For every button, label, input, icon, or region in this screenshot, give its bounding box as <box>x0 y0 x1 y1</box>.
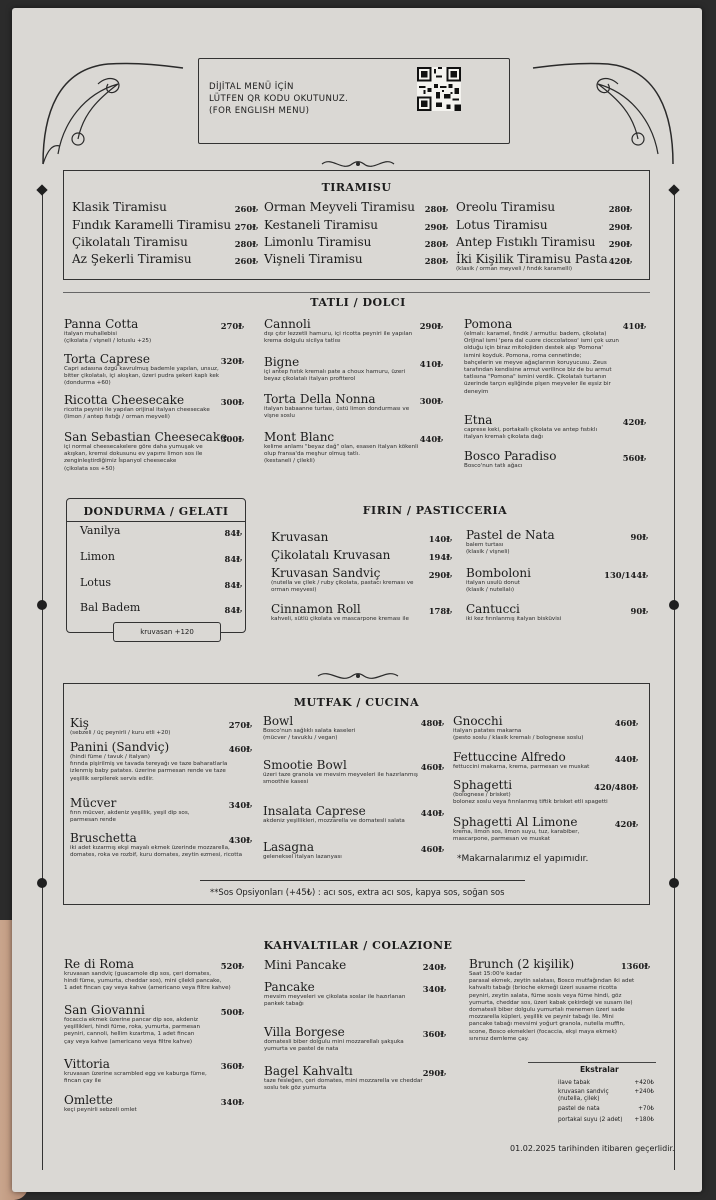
menu-item-description: kelime anlamı "beyaz dağ" olan, esasen italyan kökenli olup fransa'da meşhur olmuş tatlı. (kestaneli / çilekli) <box>264 444 419 465</box>
menu-item-name: Fettuccine Alfredo <box>453 750 566 764</box>
menu-item-price: 280₺ <box>608 204 632 214</box>
menu-item-description: balem turtası (klasik / vişneli) <box>466 542 510 556</box>
right-frame-line <box>674 190 675 1170</box>
menu-item-price: 260₺ <box>234 256 258 266</box>
extra-item-price: +420₺ <box>634 1080 654 1086</box>
menu-item-name: Pastel de Nata <box>466 528 555 542</box>
menu-item-name: Smootie Bowl <box>263 758 347 772</box>
menu-item-price: 84₺ <box>224 605 242 615</box>
dot-ornament <box>37 878 47 888</box>
menu-item-price: 340₺ <box>220 1097 244 1107</box>
menu-item-price: 280₺ <box>424 256 448 266</box>
menu-item-name: Fındık Karamelli Tiramisu <box>72 218 232 232</box>
menu-item-price: 84₺ <box>224 554 242 564</box>
menu-item-price: 500₺ <box>220 1007 244 1017</box>
menu-item-price: 360₺ <box>422 1029 446 1039</box>
extra-item-name: portakal suyu (2 adet) <box>558 1117 623 1123</box>
menu-item-description: italyan babaanne turtası, üstü limon dondurması ve vişne soslu <box>264 406 410 420</box>
menu-item-description: Bosco'nun tatlı ağacı <box>464 463 523 469</box>
section-title: TATLI / DOLCI <box>310 296 406 309</box>
menu-item-name: Mücver <box>70 796 117 810</box>
menu-item-name: Orman Meyveli Tiramisu <box>264 200 416 214</box>
menu-item-description: taze fesleğen, çeri domates, mini mozzarella ve cheddar soslu tek göz yumurta <box>264 1078 423 1092</box>
dot-ornament <box>37 600 47 610</box>
menu-item <box>456 218 548 232</box>
menu-item-description: keçi peynirli sebzeli omlet <box>64 1107 137 1113</box>
menu-item <box>72 252 192 266</box>
dot-ornament <box>669 878 679 888</box>
menu-item-price: 290₺ <box>608 239 632 249</box>
menu-item-description: italyan usulü donut (klasik / nutellalı) <box>466 580 520 594</box>
menu-item-price: 480₺ <box>420 718 444 728</box>
menu-item-name: Kruvasan Sandviç <box>271 566 381 580</box>
menu-item-price: 1360₺ <box>620 961 650 971</box>
menu-item-price: 420₺ <box>614 819 638 829</box>
menu-item-name: Bowl <box>263 714 294 728</box>
menu-item-name: Klasik Tiramisu <box>72 200 167 214</box>
menu-item-name: Re di Roma <box>64 957 135 971</box>
menu-item-description: kruvasan sandviç (guacamole dip sos, çeri domates, hindi füme, yumurta, cheddar sos), mini çilekli pancake, 1 adet fincan çay veya kahve (americano veya filtre kahve) <box>64 971 231 992</box>
menu-item-description: ricotta peyniri ile yapılan orijinal italyan cheesecake (limon / antep fıstığı / orman meyveli) <box>64 407 210 421</box>
menu-item-description: fettuccini makarna, krema, parmesan ve muskat <box>453 764 590 770</box>
left-frame-line <box>42 190 43 1170</box>
menu-item-price: 194₺ <box>428 552 452 562</box>
menu-item-price: 420₺ <box>608 256 632 266</box>
menu-item-name: Bagel Kahvaltı <box>264 1064 353 1078</box>
menu-item-price: 410₺ <box>622 321 646 331</box>
menu-item-name: Kestaneli Tiramisu <box>264 218 379 232</box>
qr-line-2: LÜTFEN QR KODU OKUTUNUZ. <box>209 94 349 104</box>
menu-item-price: 290₺ <box>422 1068 446 1078</box>
menu-item <box>456 235 595 249</box>
menu-item-name: Az Şekerli Tiramisu <box>72 252 192 266</box>
menu-item-price: 440₺ <box>419 434 443 444</box>
menu-item-price: 178₺ <box>428 606 452 616</box>
menu-item-name: Omlette <box>64 1093 113 1107</box>
menu-item-name: Mini Pancake <box>264 958 347 972</box>
menu-item-description: Capri adasına özgü kavrulmuş bademle yapılan, unsuz, bitter çikolatalı, içi akışkan, üzeri pudra şekeri kaplı kek (dondurma +60) <box>64 366 220 387</box>
menu-item-description: içi normal cheesecakelere göre daha yumuşak ve akışkan, kremsi dokusunu ev yapımı limon sos ile zenginleştirdiğimiz İspanyol cheesecake (çikolata sos +50) <box>64 444 203 472</box>
menu-item-price: 280₺ <box>424 239 448 249</box>
menu-item-description: iki kez fırınlanmış italyan bisküvisi <box>466 616 562 622</box>
menu-item-name: Kruvasan <box>271 530 329 544</box>
menu-item <box>464 317 649 396</box>
menu-item-price: 340₺ <box>422 984 446 994</box>
menu-item-description: focaccia ekmek üzerine pancar dip sos, akdeniz yeşillikleri, hindi füme, roka, yumurta, parmesan peyniri, cannoli, hellim kızartma, 1 adet fincan çay veya kahve (americano veya filtre kahve) <box>64 1017 201 1045</box>
menu-item-price: 300₺ <box>419 396 443 406</box>
menu-item-name: Kiş <box>70 716 89 730</box>
menu-item-price: 300₺ <box>220 434 244 444</box>
menu-item-price: 360₺ <box>220 1061 244 1071</box>
menu-item-description: krema, limon sos, limon suyu, tuz, karabiber, mascarpone, parmesan ve muskat <box>453 829 580 843</box>
menu-item-price: 300₺ <box>220 397 244 407</box>
menu-item-name: Panna Cotta <box>64 317 139 331</box>
section-title: KAHVALTILAR / COLAZIONE <box>263 939 453 952</box>
menu-item-description: fırın mücver, akdeniz yeşillik, yeşil dip sos, parmesan rende <box>70 810 190 824</box>
menu-item <box>264 980 449 1008</box>
menu-item-name: Lasagna <box>263 840 314 854</box>
flourish-divider-icon <box>316 668 400 684</box>
qr-line-1: DİJİTAL MENÜ İÇİN <box>209 82 294 92</box>
menu-item-name: Mont Blanc <box>264 430 335 444</box>
menu-item-name: Cantucci <box>466 602 520 616</box>
menu-item-name: Pomona <box>464 317 513 331</box>
extra-item-price: +70₺ <box>638 1106 654 1112</box>
menu-item-price: 440₺ <box>614 754 638 764</box>
menu-item-name: San Sebastian Cheesecake <box>64 430 228 444</box>
flourish-top-left-icon <box>38 54 188 174</box>
menu-item <box>264 958 346 972</box>
menu-item-name: Lotus Tiramisu <box>456 218 548 232</box>
menu-item-description: (sebzeli / üç peynirli / kuru etli +20) <box>70 730 171 736</box>
menu-item <box>456 200 555 214</box>
menu-item-description: (bolognese / brisket) bolonez soslu veya fırınlanmış tiftik brisket etli spagetti <box>453 792 608 806</box>
menu-item-price: 460₺ <box>228 744 252 754</box>
menu-item-price: 140₺ <box>428 534 452 544</box>
menu-item-description: dışı çıtır lezzetli hamuru, içi ricotta peyniri ile yapılan krema dolgulu sicilya tatlısı <box>264 331 413 345</box>
menu-item <box>80 601 140 614</box>
menu-item-name: Antep Fıstıklı Tiramisu <box>456 235 596 249</box>
menu-item <box>271 530 328 544</box>
menu-item-description: geleneksel italyan lazanyası <box>263 854 342 860</box>
menu-item-price: 290₺ <box>608 222 632 232</box>
menu-item-name: Lotus <box>80 576 112 589</box>
menu-item-price: 290₺ <box>424 222 448 232</box>
qr-instructions <box>209 81 348 117</box>
menu-item-description: üzeri taze granola ve mevsim meyveleri ile hazırlanmış smoothie kasesi <box>263 772 418 786</box>
menu-item <box>464 449 649 470</box>
menu-item-name: Sphagetti <box>453 778 513 792</box>
menu-item <box>72 235 188 249</box>
extra-item-price: +240₺ <box>634 1089 654 1095</box>
menu-item-name: Brunch (2 kişilik) <box>469 957 575 971</box>
menu-item <box>466 528 651 556</box>
menu-item-name: Bigne <box>264 355 300 369</box>
extra-item-price: +180₺ <box>634 1117 654 1123</box>
menu-item-price: 420/480₺ <box>594 782 638 792</box>
menu-item <box>466 602 651 623</box>
menu-item-name: Bosco Paradiso <box>464 449 557 463</box>
menu-item-description: (klasik / orman meyveli / fındık karamelli) <box>456 266 573 272</box>
menu-item-price: 280₺ <box>234 239 258 249</box>
qr-code-icon[interactable] <box>417 67 461 111</box>
menu-item-name: İki Kişilik Tiramisu Pasta <box>456 252 608 266</box>
menu-item-price: 430₺ <box>228 835 252 845</box>
menu-item-description: domatesli biber dolgulu mini mozzarellalı şakşuka yumurta ve pastel de nata <box>264 1039 404 1053</box>
menu-item-description: (elmalı: karamel, fındık / armutlu: badem, çikolata) Orijinal ismi 'pera dal cuore cioccolatoso' ismi çok uzun olduğu için biraz mitolojiden destek alıp 'Pomona' ismini koyduk. Pomona, roma cennetinde; bahçelerin ve meyve ağaçlarının koruyucusu. Zeus tarafından kendisine armut verilince biz de bu armut tatlısına "Pomona" ismini verdik. Çikolatalı turtanın üzerinde tarçın eşliğinde pişen meyveler ile eşsiz bir deneyim <box>464 331 619 395</box>
menu-item <box>264 1025 449 1053</box>
validity-date: 01.02.2025 tarihinden itibaren geçerlidir. <box>510 1144 675 1153</box>
extra-item-name: kruvasan sandviç (nutella, çilek) <box>558 1089 609 1102</box>
menu-item <box>80 576 111 589</box>
section-title: MUTFAK / CUCINA <box>293 696 420 709</box>
menu-item-price: 460₺ <box>614 718 638 728</box>
menu-item-name: Ricotta Cheesecake <box>64 393 185 407</box>
menu-item-price: 420₺ <box>622 417 646 427</box>
extras-title: Ekstralar <box>580 1065 619 1074</box>
menu-item <box>464 413 649 441</box>
menu-item-name: Villa Borgese <box>264 1025 345 1039</box>
menu-item-name: Torta Della Nonna <box>264 392 376 406</box>
menu-item <box>72 218 231 232</box>
menu-item-price: 130/144₺ <box>604 570 648 580</box>
menu-item-name: Bruschetta <box>70 831 137 845</box>
menu-item-name: Torta Caprese <box>64 352 150 366</box>
menu-item-name: Sphagetti Al Limone <box>453 815 578 829</box>
menu-item <box>264 200 415 214</box>
menu-item <box>264 235 371 249</box>
section-title: TIRAMISU <box>321 181 392 194</box>
menu-item-price: 290₺ <box>428 570 452 580</box>
menu-item-price: 90₺ <box>630 606 648 616</box>
menu-item <box>264 1064 449 1092</box>
menu-item-name: Gnocchi <box>453 714 503 728</box>
menu-item-description: içi antep fıstık kremalı pate a choux hamuru, üzeri beyaz çikolatalı italyan profiterol <box>264 369 406 383</box>
menu-item-price: 320₺ <box>220 356 244 366</box>
menu-item-description: italyan patates makarna (pesto soslu / klasik kremalı / bolognese soslu) <box>453 728 584 742</box>
menu-item-price: 260₺ <box>234 204 258 214</box>
menu-item-price: 84₺ <box>224 528 242 538</box>
menu-item-price: 340₺ <box>228 800 252 810</box>
dot-ornament <box>669 600 679 610</box>
menu-item <box>72 200 167 214</box>
menu-item-price: 240₺ <box>422 962 446 972</box>
menu-item-name: Cannoli <box>264 317 311 331</box>
menu-item-price: 270₺ <box>234 222 258 232</box>
menu-item-name: Çikolatalı Tiramisu <box>72 235 188 249</box>
menu-item-price: 84₺ <box>224 580 242 590</box>
menu-item-name: Insalata Caprese <box>263 804 366 818</box>
makarna-note: *Makarnalarımız el yapımıdır. <box>457 854 589 864</box>
menu-item-description: kahveli, sütlü çikolata ve mascarpone kreması ile <box>271 616 409 622</box>
menu-item-price: 270₺ <box>228 720 252 730</box>
menu-item-description: Bosco'nun sağlıklı salata kaseleri (mücver / tavuklu / vegan) <box>263 728 356 742</box>
menu-item-price: 440₺ <box>420 808 444 818</box>
dondurma-title-line <box>67 521 245 522</box>
menu-item-description: italyan muhallebisi (çikolata / vişneli / lotuslu +25) <box>64 331 152 345</box>
menu-item-description: caprese keki, portakallı çikolata ve antep fıstıklı italyan kremalı çikolata dağı <box>464 427 598 441</box>
flourish-top-right-icon <box>528 54 678 174</box>
menu-item-name: Çikolatalı Kruvasan <box>271 548 391 562</box>
sauce-top-line <box>200 880 525 881</box>
menu-item-description: (hindi füme / tavuk / italyan) fırında pişirilmiş ve tavada tereyağı ve taze baharatlarla izlenmiş baby patates. üzerine parmesan rende ve taze yeşillik serpilerek servis edilir. <box>70 754 228 782</box>
qr-header-box <box>198 58 510 144</box>
sauce-options: **Sos Opsiyonları (+45₺) : acı sos, extra acı sos, kapya sos, soğan sos <box>210 887 505 897</box>
tatli-divider <box>63 292 650 293</box>
menu-item <box>80 524 120 537</box>
menu-item-price: 90₺ <box>630 532 648 542</box>
menu-item-description: mevsim meyveleri ve çikolata soslar ile hazırlanan pankek tabağı <box>264 994 406 1008</box>
menu-item-name: Panini (Sandviç) <box>70 740 170 754</box>
kruvasan-badge: kruvasan +120 <box>113 622 221 642</box>
menu-item-price: 280₺ <box>424 204 448 214</box>
menu-item <box>271 548 390 562</box>
menu-item <box>80 550 115 563</box>
menu-item-description: akdeniz yeşillikleri, mozzarella ve domatesli salata <box>263 818 405 824</box>
menu-item-name: Vanilya <box>80 524 121 537</box>
menu-item <box>264 252 363 266</box>
menu-item-name: Etna <box>464 413 493 427</box>
menu-item-name: Pancake <box>264 980 315 994</box>
menu-item-description: Saat 15:00'e kadar parasal ekmek, zeytin salatası, Bosco mutfağından iki adet kahvaltı tabağı (brioche ekmeği üzeri susame ricotta peyniri, zeytin salata, füme sosis veya füme hindi, göz yumurta, cheddar sos, üzeri kabak çekirdeği ve susam ile) domatesli biber dolgulu yumurtalı menemen üzeri sade mozzarella küpleri, yeşillik ve peynir tabağı ile. Mini pancake tabağı mevsimi yoğurt granola, nutella muffin, scone, Bosco ekmekleri (focaccia, ekşi maya ekmek) sınırsız demleme çay. <box>469 971 635 1042</box>
menu-item-name: Limon <box>80 550 115 563</box>
menu-item-price: 520₺ <box>220 961 244 971</box>
menu-item-price: 410₺ <box>419 359 443 369</box>
section-title: FIRIN / PASTICCERIA <box>362 504 508 517</box>
qr-line-3: (FOR ENGLISH MENU) <box>209 106 310 116</box>
menu-item-name: Oreolu Tiramisu <box>456 200 556 214</box>
menu-item-name: Vittoria <box>64 1057 110 1071</box>
extra-item-name: pastel de nata <box>558 1106 600 1112</box>
extra-item-name: ilave tabak <box>558 1080 591 1086</box>
menu-item-price: 460₺ <box>420 762 444 772</box>
menu-item-price: 460₺ <box>420 844 444 854</box>
menu-item-name: Bal Badem <box>80 601 141 614</box>
menu-item-name: Limonlu Tiramisu <box>264 235 372 249</box>
section-title: DONDURMA / GELATI <box>83 505 229 518</box>
menu-item <box>264 218 378 232</box>
menu-item-description: kruvasan üzerine scrambled egg ve kaburga füme, fincan çay ile <box>64 1071 207 1085</box>
menu-item-name: Cinnamon Roll <box>271 602 361 616</box>
menu-item-name: San Giovanni <box>64 1003 145 1017</box>
menu-item-name: Bomboloni <box>466 566 531 580</box>
menu-item-name: Vişneli Tiramisu <box>264 252 363 266</box>
menu-item-price: 560₺ <box>622 453 646 463</box>
menu-item-price: 290₺ <box>419 321 443 331</box>
menu-item-description: (nutella ve çilek / ruby çikolata, pastacı kreması ve orman meyvesi) <box>271 580 414 594</box>
menu-item-price: 270₺ <box>220 321 244 331</box>
menu-item-description: iki adet kızarmış ekşi mayalı ekmek üzerinde mozzarella, domates, roka ve rozbif, kuru domates, zeytin ezmesi, ricotta <box>70 845 243 859</box>
